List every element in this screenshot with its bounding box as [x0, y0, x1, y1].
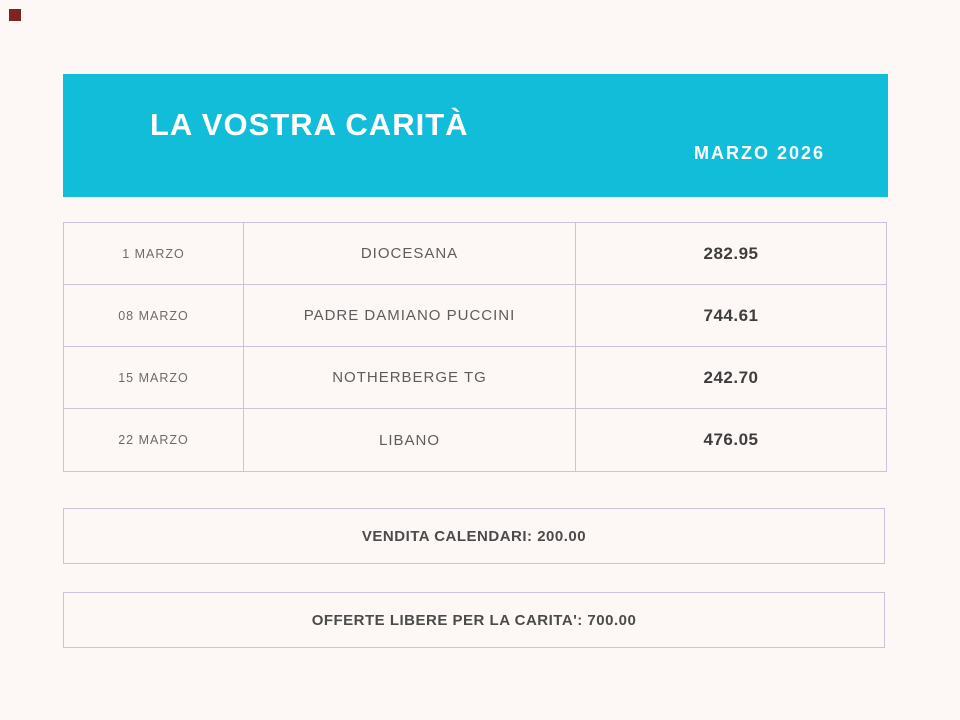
name-cell: LIBANO	[244, 409, 576, 471]
date-cell: 22 MARZO	[64, 409, 244, 471]
date-cell: 1 MARZO	[64, 223, 244, 285]
donations-table	[63, 222, 887, 472]
calendar-sales-box	[63, 508, 885, 564]
corner-marker	[9, 9, 21, 21]
calendar-sales-label: VENDITA CALENDARI: 200.00	[361, 527, 587, 545]
name-cell: PADRE DAMIANO PUCCINI	[244, 285, 576, 347]
header-banner	[63, 74, 888, 197]
name-cell: DIOCESANA	[244, 223, 576, 285]
amount-cell: 242.70	[576, 347, 886, 409]
page-title: LA VOSTRA CARITÀ	[150, 107, 469, 142]
free-offerings-box	[63, 592, 885, 648]
amount-cell: 476.05	[703, 430, 759, 449]
name-cell: NOTHERBERGE TG	[244, 347, 576, 409]
header-month: MARZO 2026	[693, 143, 825, 163]
amount-cell: 744.61	[576, 285, 886, 347]
free-offerings-label: OFFERTE LIBERE PER LA CARITA': 700.00	[311, 611, 637, 629]
date-cell: 08 MARZO	[64, 285, 244, 347]
date-cell: 15 MARZO	[64, 347, 244, 409]
amount-cell: 282.95	[576, 223, 886, 285]
